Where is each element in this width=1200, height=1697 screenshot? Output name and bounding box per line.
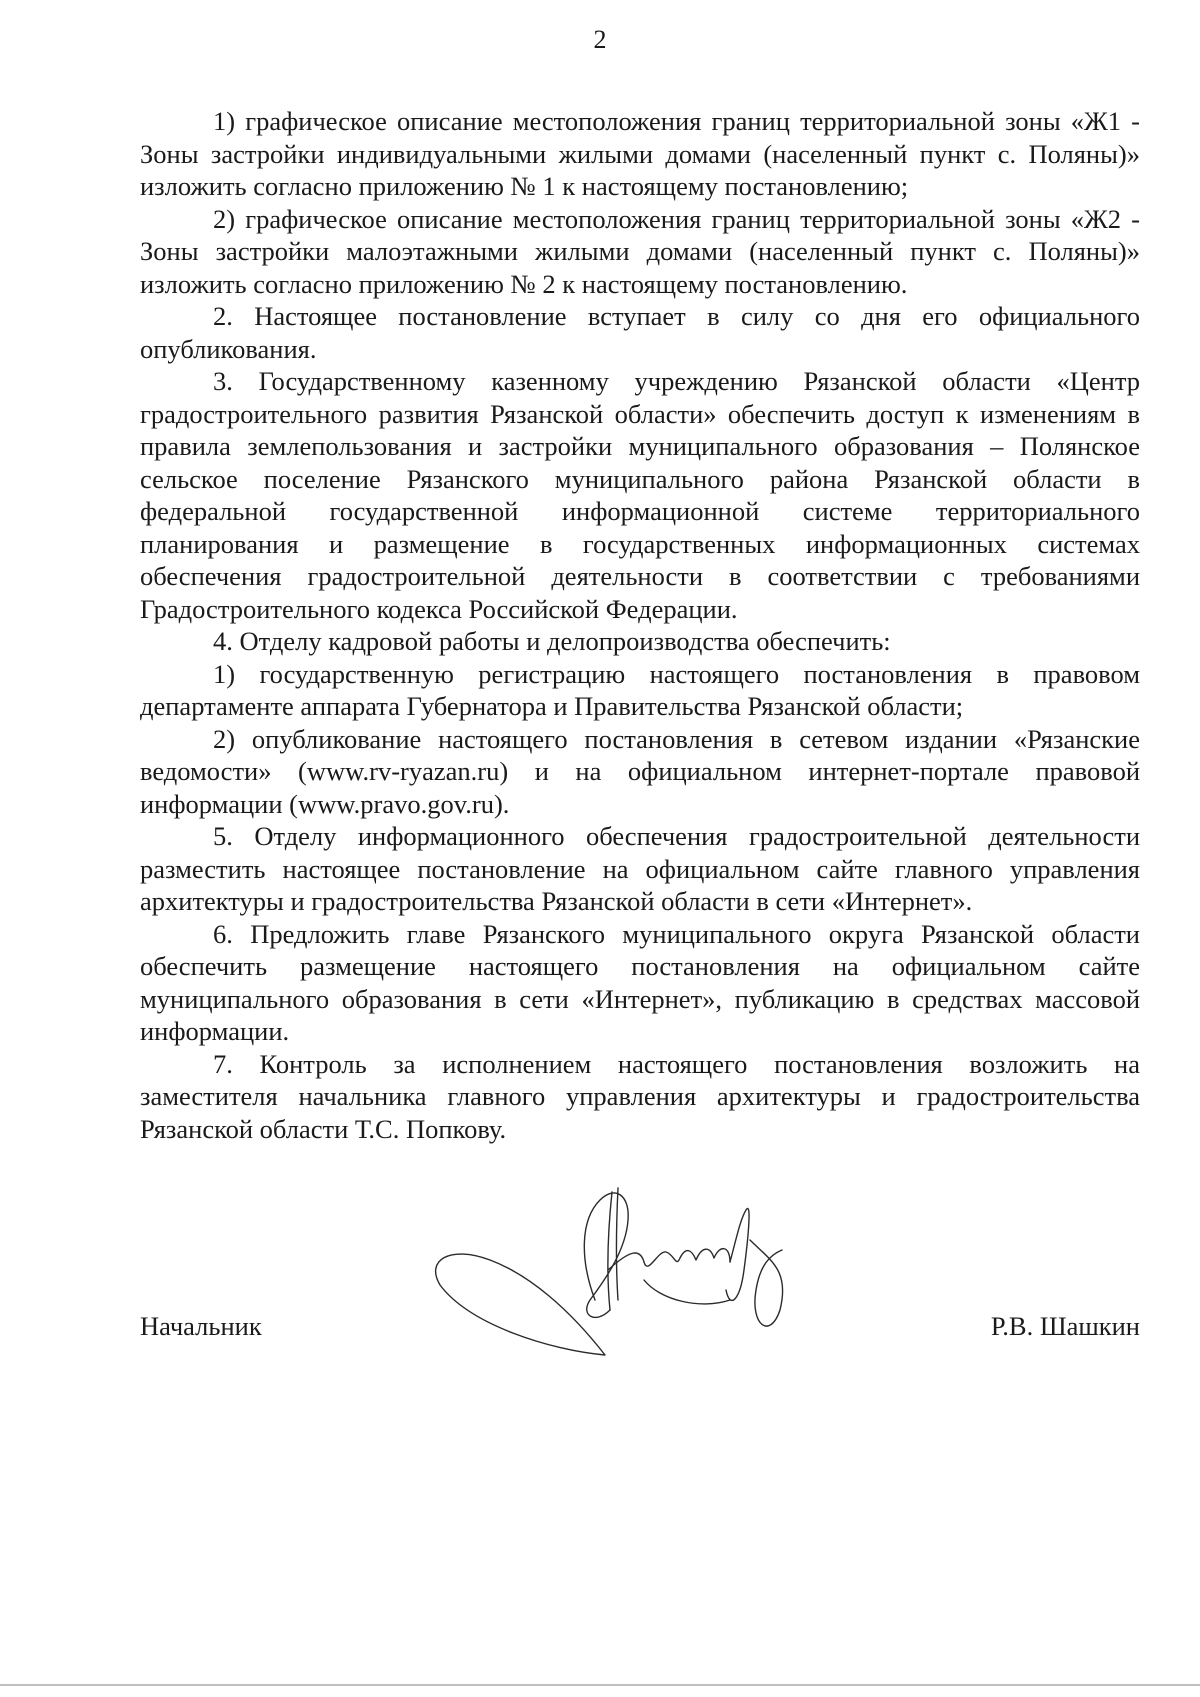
paragraph-2: 2. Настоящее постановление вступает в силу со дня его официального опубликования.: [140, 301, 1140, 364]
paragraph-1-2: 2) графическое описание местоположения границ территориальной зоны «Ж2 - Зоны застройки малоэтажными жилыми домами (населенный пункт с. Поляны)» изложить согласно приложению № 2 к настоящему постановлению.: [140, 203, 1140, 299]
page-bottom-border: [0, 1684, 1200, 1686]
paragraph-4: 4. Отделу кадровой работы и делопроизводства обеспечить:: [213, 626, 891, 656]
paragraph-7: 7. Контроль за исполнением настоящего постановления возложить на заместителя начальника главного управления архитектуры и градостроительства Рязанской области Т.С. Попкову.: [140, 1048, 1140, 1144]
document-body: [140, 105, 1140, 1145]
paragraph-3: 3. Государственному казенному учреждению Рязанской области «Центр градостроительного развития Рязанской области» обеспечить доступ к изменениям в правила землепользования и застройки муниципального образования – Полянское сельское поселение Рязанского муниципального района Рязанской области в федеральной государственной информационной системе территориального планирования и размещение в государственных информационных системах обеспечения градостроительной деятельности в соответствии с требованиями Градостроительного кодекса Российской Федерации.: [140, 366, 1140, 624]
paragraph-6: 6. Предложить главе Рязанского муниципального округа Рязанской области обеспечить размещение настоящего постановления на официальном сайте муниципального образования в сети «Интернет», публикацию в средствах массовой информации.: [140, 918, 1140, 1046]
paragraph-4-2: 2) опубликование настоящего постановления в сетевом издании «Рязанские ведомости» (www.rv-ryazan.ru) и на официальном интернет-портале правовой информации (www.pravo.gov.ru).: [140, 723, 1140, 819]
page-number: 2: [593, 25, 607, 54]
paragraph-1-1: 1) графическое описание местоположения границ территориальной зоны «Ж1 - Зоны застройки индивидуальными жилыми домами (населенный пункт с. Поляны)» изложить согласно приложению № 1 к настоящему постановлению;: [140, 106, 1140, 201]
signatory-name: Р.В. Шашкин: [990, 1311, 1140, 1341]
paragraph-4-1: 1) государственную регистрацию настоящего постановления в правовом департаменте аппарата Губернатора и Правительства Рязанской области;: [140, 658, 1140, 721]
paragraph-5: 5. Отделу информационного обеспечения градостроительной деятельности разместить настоящее постановление на официальном сайте главного управления архитектуры и градостроительства Рязанской области в сети «Интернет».: [140, 821, 1140, 916]
signatory-position: Начальник: [140, 1311, 262, 1341]
handwritten-signature: [430, 1150, 850, 1400]
signature-block: [140, 1310, 1140, 1350]
